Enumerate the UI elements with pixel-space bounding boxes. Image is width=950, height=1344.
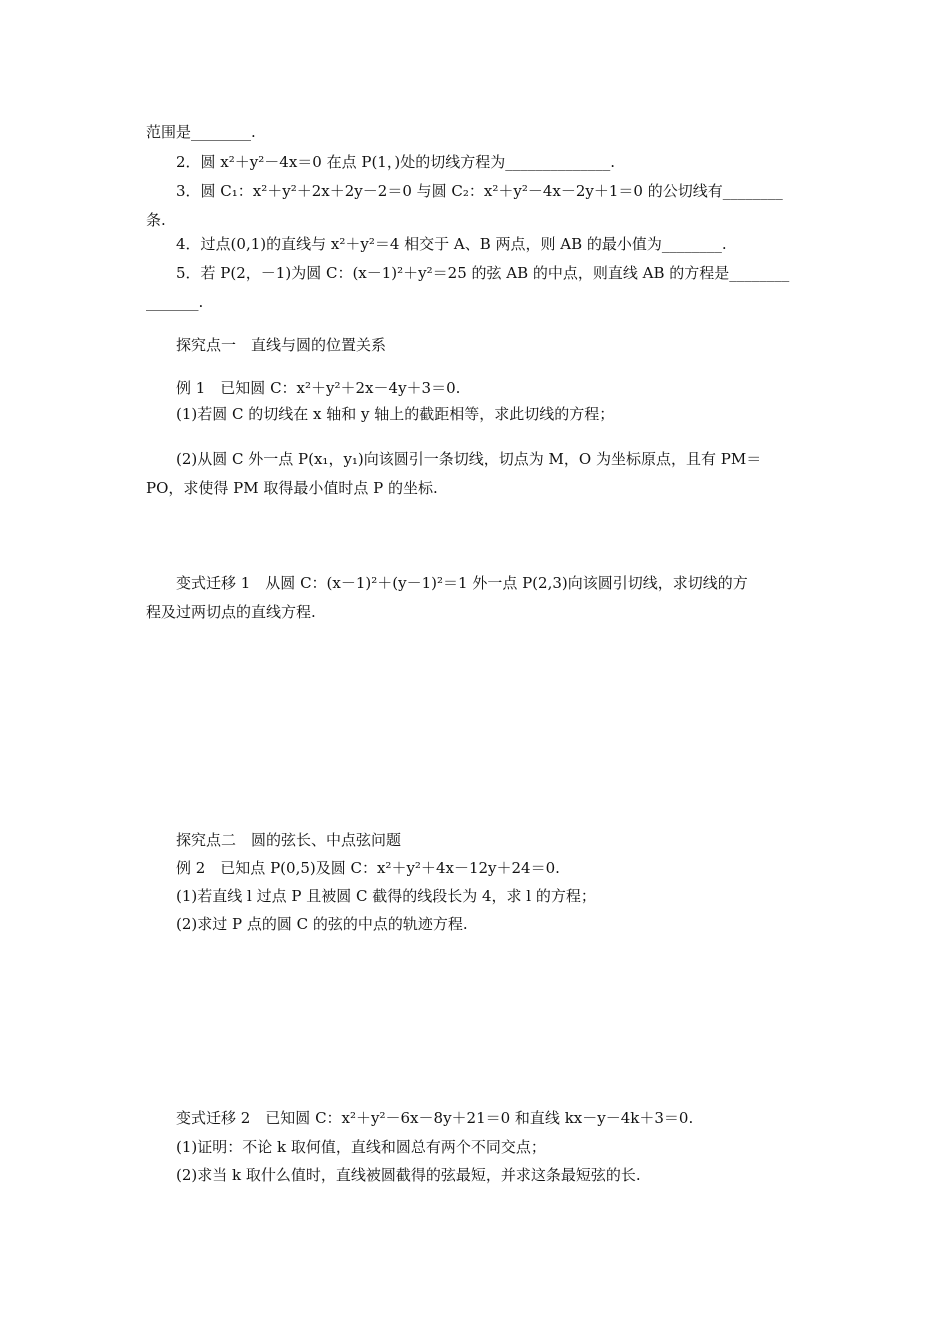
exercise-3-continued: 条. <box>146 211 166 229</box>
example-1-part-2-continued: PO，求使得 PM 取得最小值时点 P 的坐标. <box>146 479 438 497</box>
exercise-5-continued: _______. <box>146 293 204 311</box>
example-2-part-2: (2)求过 P 点的圆 C 的弦的中点的轨迹方程. <box>176 915 468 933</box>
exercise-2: 2．圆 x²＋y²－4x＝0 在点 P(1，)处的切线方程为______________. <box>176 153 615 171</box>
variant-1: 变式迁移 1 从圆 C：(x－1)²＋(y－1)²＝1 外一点 P(2,3)向该圆引切线，求切线的方 <box>176 574 748 592</box>
text-line-range: 范围是________. <box>146 123 256 141</box>
section-heading-2: 探究点二 圆的弦长、中点弦问题 <box>176 831 402 849</box>
exercise-3: 3．圆 C₁：x²＋y²＋2x＋2y－2＝0 与圆 C₂：x²＋y²－4x－2y＋1＝0 的公切线有________ <box>176 182 783 200</box>
example-1: 例 1 已知圆 C：x²＋y²＋2x－4y＋3＝0. <box>176 379 461 397</box>
variant-2-part-2: (2)求当 k 取什么值时，直线被圆截得的弦最短，并求这条最短弦的长. <box>176 1166 641 1184</box>
example-2-part-1: (1)若直线 l 过点 P 且被圆 C 截得的线段长为 4，求 l 的方程； <box>176 887 596 905</box>
variant-1-continued: 程及过两切点的直线方程. <box>146 603 316 621</box>
variant-2: 变式迁移 2 已知圆 C：x²＋y²－6x－8y＋21＝0 和直线 kx－y－4k＋3＝0. <box>176 1109 694 1127</box>
exercise-4: 4．过点(0,1)的直线与 x²＋y²＝4 相交于 A、B 两点，则 AB 的最小值为________. <box>176 235 727 253</box>
example-1-part-1: (1)若圆 C 的切线在 x 轴和 y 轴上的截距相等，求此切线的方程； <box>176 405 615 423</box>
example-2: 例 2 已知点 P(0,5)及圆 C：x²＋y²＋4x－12y＋24＝0. <box>176 859 560 877</box>
section-heading-1: 探究点一 直线与圆的位置关系 <box>176 336 387 354</box>
exercise-5: 5．若 P(2，－1)为圆 C：(x－1)²＋y²＝25 的弦 AB 的中点，则直线 AB 的方程是________ <box>176 264 790 282</box>
example-1-part-2: (2)从圆 C 外一点 P(x₁，y₁)向该圆引一条切线，切点为 M，O 为坐标原点，且有 PM＝ <box>176 450 762 468</box>
variant-2-part-1: (1)证明：不论 k 取何值，直线和圆总有两个不同交点； <box>176 1138 546 1156</box>
